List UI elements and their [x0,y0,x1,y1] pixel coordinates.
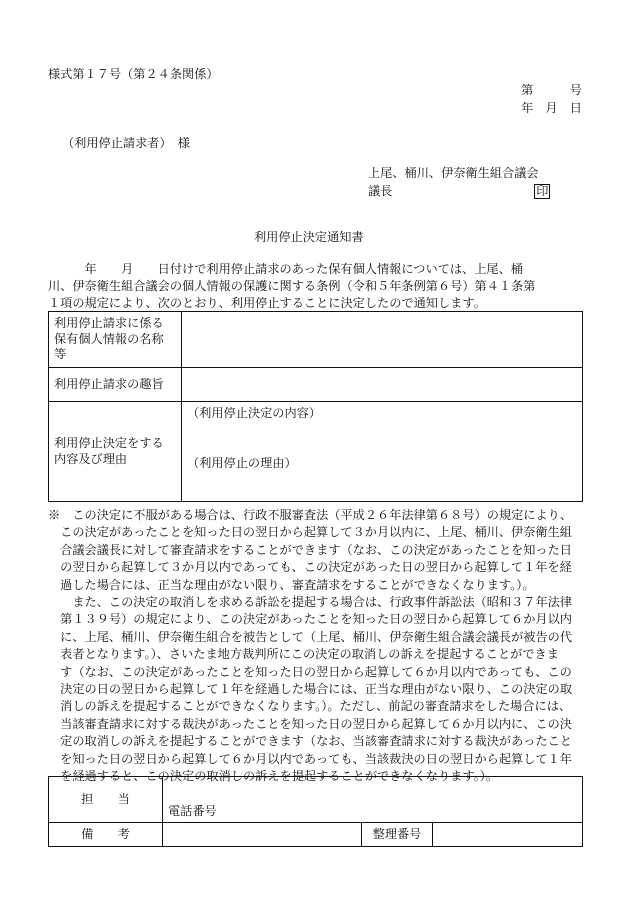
table-row [49,823,583,847]
intro-line: 年 月 日付けで利用停止請求のあった保有個人情報については、上尾、桶 [48,262,523,276]
value-request-purpose [182,368,583,402]
issuer-title: 議長 [368,184,393,198]
document-title: 利用停止決定通知書 [254,230,364,244]
notice-line: 第１３９号）の規定により、この決定があったことを知った日の翌日から起算して６か月以内 [48,612,572,627]
notice-line: また、この決定の取消しを求める訴訟を提起する場合は、行政事件訴訟法（昭和３７年法律 [48,595,573,610]
notice-line: 定の取消しの訴えを提起することができます（なお、当該審査請求に対する裁決があったこと [48,734,572,749]
notice-line: この決定があったことを知った日の翌日から起算して３か月以内に、上尾、桶川、伊奈衛生組 [48,525,572,540]
intro-paragraph [48,261,588,312]
notice-line: を経過すると、この決定の取消しの訴えを提起することができなくなります。）。 [48,769,498,784]
notice-line: 消しの訴えを提起することができなくなります。）。ただし、前記の審査請求をした場合には、 [48,699,572,714]
notice-line: に、上尾、桶川、伊奈衛生組合を被告として（上尾、桶川、伊奈衛生組合議会議長が被告の代 [48,629,573,644]
addressee: （利用停止請求者） 様 [62,136,190,150]
notice-line: 過した場合には、正当な理由がない限り、審査請求をすることができなくなります。）。 [48,577,535,592]
value-personal-info-name [182,312,583,368]
document-number: 第 号 [521,83,582,97]
decision-content-heading: （利用停止決定の内容） [187,406,322,420]
issuer-organization: 上尾、桶川、伊奈衛生組合議会 [368,166,539,180]
notice-line: す（なお、この決定があったことを知った日の翌日から起算して６か月以内であっても、この [48,664,572,679]
footer-tanto-label: 担 当 [49,777,163,823]
table-row [49,777,583,823]
table-row [49,402,583,502]
notice-text [48,507,593,786]
label-request-purpose: 利用停止請求の趣旨 [49,368,182,402]
decision-reason-heading: （利用停止の理由） [187,456,297,470]
notice-line: 決定の日の翌日から起算して１年を経過した場合には、正当な理由がない限り、この決定の取 [48,682,573,697]
form-number: 様式第１７号（第２４条関係） [48,67,219,81]
value-decision-reason [182,402,583,502]
notice-line: を知った日の翌日から起算して６か月以内であっても、当該裁決の日の翌日から起算して１年 [48,751,572,766]
notice-line: の翌日から起算して３か月以内であっても、この決定があった日の翌日から起算して１年を経 [48,560,572,575]
notice-line: 当該審査請求に対する裁決があったことを知った日の翌日から起算して６か月以内に、この決 [48,716,572,731]
footer-phone-label: 電話番号 [163,777,583,823]
document-date: 年 月 日 [521,101,582,115]
intro-line: １項の規定により、次のとおり、利用停止することに決定したので通知します。 [48,296,486,310]
table-row [49,312,583,368]
footer-biko-value [163,823,362,847]
decision-table [48,311,583,502]
seal-mark: 印 [536,184,549,198]
footer-table [48,776,583,847]
footer-seiri-value [433,823,583,847]
notice-line: 合議会議長に対して審査請求をすることができます（なお、この決定があったことを知った日 [48,542,572,557]
footer-seiri-label: 整理番号 [362,823,433,847]
notice-line: 表者となります。）、さいたま地方裁判所にこの決定の取消しの訴えを提起することができま [48,647,559,662]
notice-line: ※ この決定に不服がある場合は、行政不服審査法（平成２６年法律第６８号）の規定により、 [48,508,573,522]
label-personal-info-name: 利用停止請求に係る 保有個人情報の名称 等 [49,312,182,368]
issuer-line [368,184,550,199]
intro-line: 川、伊奈衛生組合議会の個人情報の保護に関する条例（令和５年条例第６号）第４１条第 [48,279,536,293]
label-decision-reason: 利用停止決定をする 内容及び理由 [49,402,182,502]
table-row [49,368,583,402]
footer-biko-label: 備 考 [49,823,163,847]
